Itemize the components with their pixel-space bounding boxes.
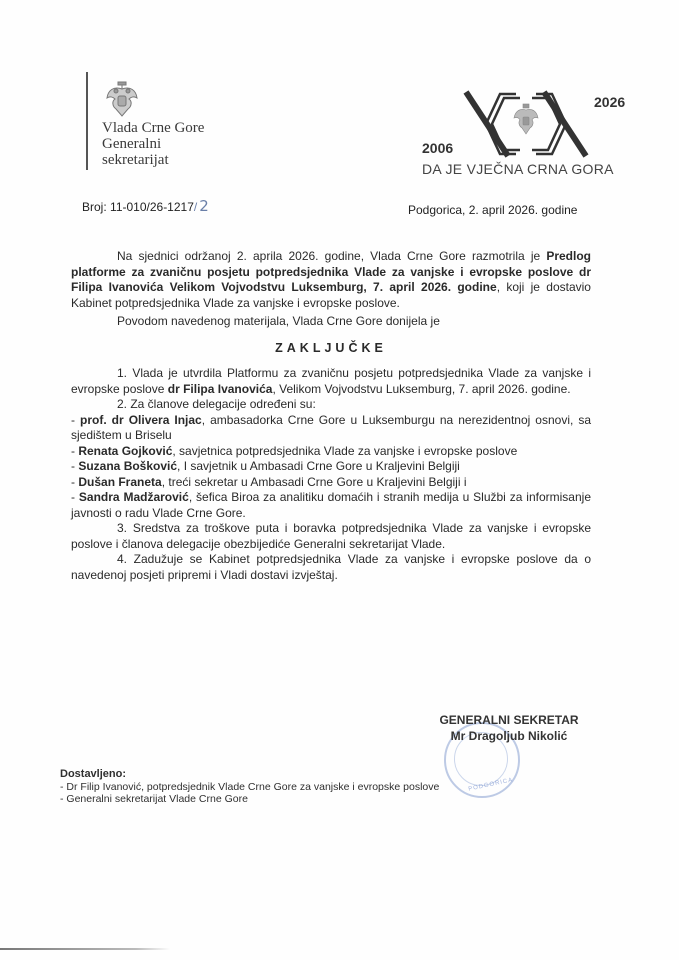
delegate-role: , savjetnica potpredsjednika Vlade za vanjske i evropske poslove (172, 443, 518, 458)
delegate-item: - prof. dr Olivera Injac, ambasadorka Crne Gore u Luksemburgu na nerezidentnoj osnovi, sa sjedištem u Briselu (71, 412, 591, 442)
delegate-name: Sandra Madžarović (78, 490, 189, 504)
intro-paragraph-2: Povodom navedenog materijala, Vlada Crne Gore donijela je (117, 314, 440, 328)
document-body (71, 249, 591, 583)
reference-label: Broj: (82, 200, 107, 214)
stamp-text: PODGORICA (467, 777, 514, 793)
delegate-name: Suzana Bošković (78, 459, 178, 473)
delegate-item: - Sandra Madžarović, šefica Biroa za analitiku domaćih i stranih medija u Službi za informisanje javnosti o radu Vlade Crne Gore. (71, 490, 591, 520)
org-line-1: Vlada Crne Gore (102, 120, 205, 136)
reference-number (82, 197, 209, 215)
intro-text-a: Na sjednici održanoj 2. aprila 2026. godine, Vlada Crne Gore razmotrila je (117, 249, 547, 263)
conclusion-1-bold: dr Filipa Ivanovića (167, 381, 273, 396)
delegate-item: - Dušan Franeta, treći sekretar u Ambasadi Crne Gore u Kraljevini Belgiji i (71, 474, 467, 489)
conclusion-1-text-a: 1. Vlada je utvrdila Platformu za zvaničnu posjetu potpredsjednika Vlade za vanjske i evropske poslove (71, 366, 591, 396)
conclusion-3: 3. Sredstva za troškove puta i boravka potpredsjednika Vlade za vanjske i evropske poslove i članova delegacije obezbijediće Generalni sekretarijat Vlade. (71, 521, 591, 551)
letterhead-divider (86, 72, 88, 170)
org-line-2: Generalni (102, 136, 162, 152)
logo-year-end: 2026 (594, 94, 626, 110)
delegate-item: - Renata Gojković, savjetnica potpredsjednika Vlade za vanjske i evropske poslove (71, 443, 518, 458)
intro-text-bold: Predlog platforme za zvaničnu posjetu potpredsjednika Vlade za vanjske i evropske poslove dr Filipa Ivanovića Velikom Vojvodstvu Luksemburg, 7. april 2026. godine (71, 249, 591, 294)
conclusion-2-intro: 2. Za članove delegacije određeni su: (117, 397, 316, 411)
org-line-3: sekretarijat (102, 152, 169, 168)
anniversary-logo (416, 88, 626, 188)
delegate-role: , I savjetnik u Ambasadi Crne Gore u Kraljevini Belgiji (177, 459, 460, 473)
distribution-item: - Dr Filip Ivanović, potpredsjednik Vlade Crne Gore za vanjske i evropske poslove (60, 780, 440, 793)
signature-title: GENERALNI SEKRETAR (439, 713, 579, 727)
page-edge-shadow (0, 948, 170, 950)
delegate-role: , ambasadorka Crne Gore u Luksemburgu na nerezidentnoj osnovi, sa sjedištem u Briselu (71, 412, 591, 442)
logo-slogan: DA JE VJEČNA CRNA GORA (422, 161, 614, 177)
conclusion-1-text-b: , Velikom Vojvodstvu Luksemburg, 7. april 2026. godine. (272, 381, 571, 396)
conclusion-4: 4. Zadužuje se Kabinet potpredsjednika Vlade za vanjske i evropske poslove da o navedenoj posjeti pripremi i Vladi dostavi izvještaj. (71, 552, 591, 582)
intro-text-b: , koji je dostavio Kabinet potpredsjednika Vlade za vanjske i evropske poslove. (71, 280, 591, 310)
conclusion-1 (71, 366, 591, 397)
signature-block (424, 712, 594, 744)
date-line: Podgorica, 2. april 2026. godine (408, 203, 578, 217)
coat-of-arms-icon (104, 76, 140, 120)
delegate-role: , treći sekretar u Ambasadi Crne Gore u Kraljevini Belgiji i (161, 474, 467, 489)
intro-paragraph-1 (71, 249, 591, 311)
reference-value: 11-010/26-1217 (110, 200, 194, 214)
conclusions-heading: ZAKLJUČKE (275, 340, 387, 355)
distribution-item: - Generalni sekretarijat Vlade Crne Gore (60, 793, 248, 805)
xx-anniversary-icon (456, 88, 596, 160)
delegate-name: prof. dr Olivera Injac (80, 412, 202, 427)
handwritten-suffix: 2 (199, 197, 209, 215)
letterhead-org-name (102, 120, 204, 168)
distribution-title: Dostavljeno: (60, 768, 127, 780)
delegate-name: Renata Gojković (78, 443, 173, 458)
distribution-list (60, 768, 439, 806)
delegate-item: - Suzana Bošković, I savjetnik u Ambasadi Crne Gore u Kraljevini Belgiji (71, 459, 460, 473)
delegate-name: Dušan Franeta (78, 474, 162, 489)
handwritten-slash: / (193, 200, 198, 214)
logo-year-start: 2006 (422, 140, 454, 156)
signature-name: Mr Dragoljub Nikolić (450, 729, 568, 743)
delegate-role: , šefica Biroa za analitiku domaćih i stranih medija u Službi za informisanje javnosti o radu Vlade Crne Gore. (71, 490, 591, 520)
